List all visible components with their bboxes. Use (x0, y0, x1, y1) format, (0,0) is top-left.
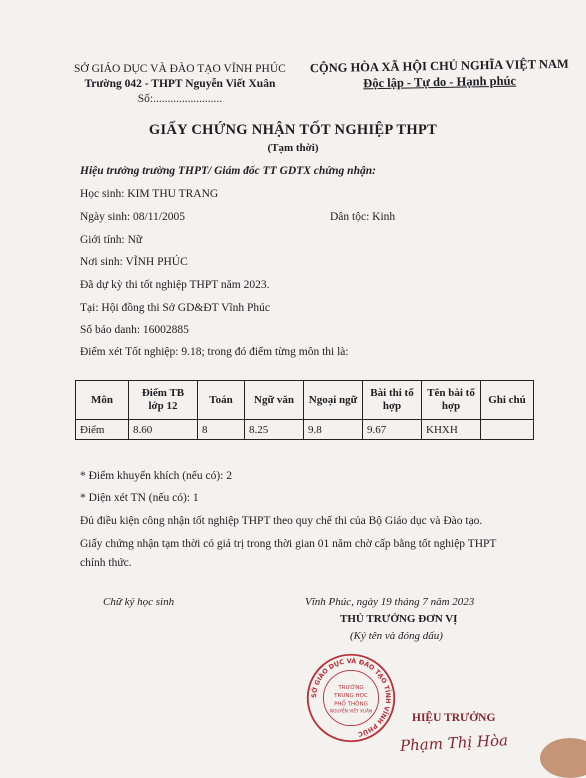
national-header (310, 56, 569, 93)
cell-combined-exam: 9.67 (363, 420, 422, 440)
graduation-score: Điểm xét Tốt nghiệp: 9.18; trong đó điểm từng môn thi là: (80, 346, 349, 358)
issuer-header (74, 62, 286, 107)
stamp-line-3: PHỔ THÔNG (334, 701, 368, 708)
cell-notes (481, 420, 534, 440)
header-foreign-language: Ngoại ngữ (304, 381, 363, 420)
national-motto: Độc lập - Tự do - Hạnh phúc (363, 73, 517, 91)
priority-category: * Diện xét TN (nếu có): 1 (80, 492, 199, 504)
country-name: CỘNG HÒA XÃ HỘI CHỦ NGHĨA VIỆT NAM (309, 56, 569, 76)
stamp-ring-text: SỞ GIÁO DỤC VÀ ĐÀO TẠO TỈNH VĨNH PHÚC (309, 656, 393, 739)
header-combined-name: Tên bài tổ hợp (422, 381, 481, 420)
grades-table (75, 380, 534, 440)
student-ethnicity: Dân tộc: Kinh (330, 211, 396, 223)
department-name: SỞ GIÁO DỤC VÀ ĐÀO TẠO VĨNH PHÚC (74, 63, 286, 75)
student-birthplace: Nơi sinh: VĨNH PHÚC (80, 256, 188, 268)
cell-literature: 8.25 (245, 420, 304, 440)
cell-math: 8 (198, 420, 245, 440)
eligibility-statement: Đủ điều kiện công nhận tốt nghiệp THPT theo quy chế thi của Bộ Giáo dục và Đào tạo. (80, 515, 483, 527)
document-number: Số:........................ (137, 93, 223, 105)
header-literature: Ngữ văn (245, 381, 304, 420)
stamp-line-4: NGUYỄN VIẾT XUÂN (330, 708, 372, 714)
student-name: Học sinh: KIM THU TRANG (80, 188, 219, 200)
header-math: Toán (198, 381, 245, 420)
certification-intro: Hiệu trưởng trường THPT/ Giám đốc TT GDTX chứng nhận: (80, 165, 376, 177)
exam-venue: Tại: Hội đồng thi Sở GD&ĐT Vĩnh Phúc (80, 302, 270, 314)
cell-combined-name: KHXH (422, 420, 481, 440)
header-gpa: Điểm TB lớp 12 (129, 381, 198, 420)
document-title: GIẤY CHỨNG NHẬN TỐT NGHIỆP THPT (148, 122, 438, 138)
issue-date: Vĩnh Phúc, ngày 19 tháng 7 năm 2023 (305, 596, 475, 608)
stamp-line-2: TRUNG HỌC (334, 693, 368, 700)
cell-gpa: 8.60 (129, 420, 198, 440)
validity-statement-cont: chính thức. (80, 557, 132, 569)
authority-title: THỦ TRƯỞNG ĐƠN VỊ (340, 613, 458, 625)
grades-score-row (76, 420, 534, 440)
principal-title: HIỆU TRƯỞNG (412, 712, 496, 724)
header-combined-exam: Bài thi tổ hợp (363, 381, 422, 420)
document-subtitle: (Tạm thời) (267, 142, 319, 154)
cell-label: Điểm (76, 420, 129, 440)
header-subject: Môn (76, 381, 129, 420)
exam-statement: Đã dự kỳ thi tốt nghiệp THPT năm 2023. (80, 279, 270, 291)
school-seal-stamp (305, 652, 397, 744)
candidate-number: Số báo danh: 16002885 (80, 324, 189, 336)
finger-in-frame (540, 738, 586, 778)
stamp-line-1: TRƯỜNG (338, 684, 364, 691)
student-gender: Giới tính: Nữ (80, 234, 143, 246)
school-name: Trường 042 - THPT Nguyễn Viết Xuân (84, 78, 276, 90)
bonus-points: * Điểm khuyến khích (nếu có): 2 (80, 470, 233, 482)
principal-signature: Phạm Thị Hòa (399, 731, 509, 755)
student-dob: Ngày sinh: 08/11/2005 (80, 211, 185, 223)
header-notes: Ghi chú (481, 381, 534, 420)
signature-note: (Ký tên và đóng dấu) (350, 630, 443, 642)
cell-foreign-language: 9.8 (304, 420, 363, 440)
grades-header-row (76, 381, 534, 420)
student-signature-label: Chữ ký học sinh (103, 596, 175, 608)
validity-statement: Giấy chứng nhận tạm thời có giá trị trong thời gian 01 năm chờ cấp bằng tốt nghiệp THPT (80, 538, 497, 550)
